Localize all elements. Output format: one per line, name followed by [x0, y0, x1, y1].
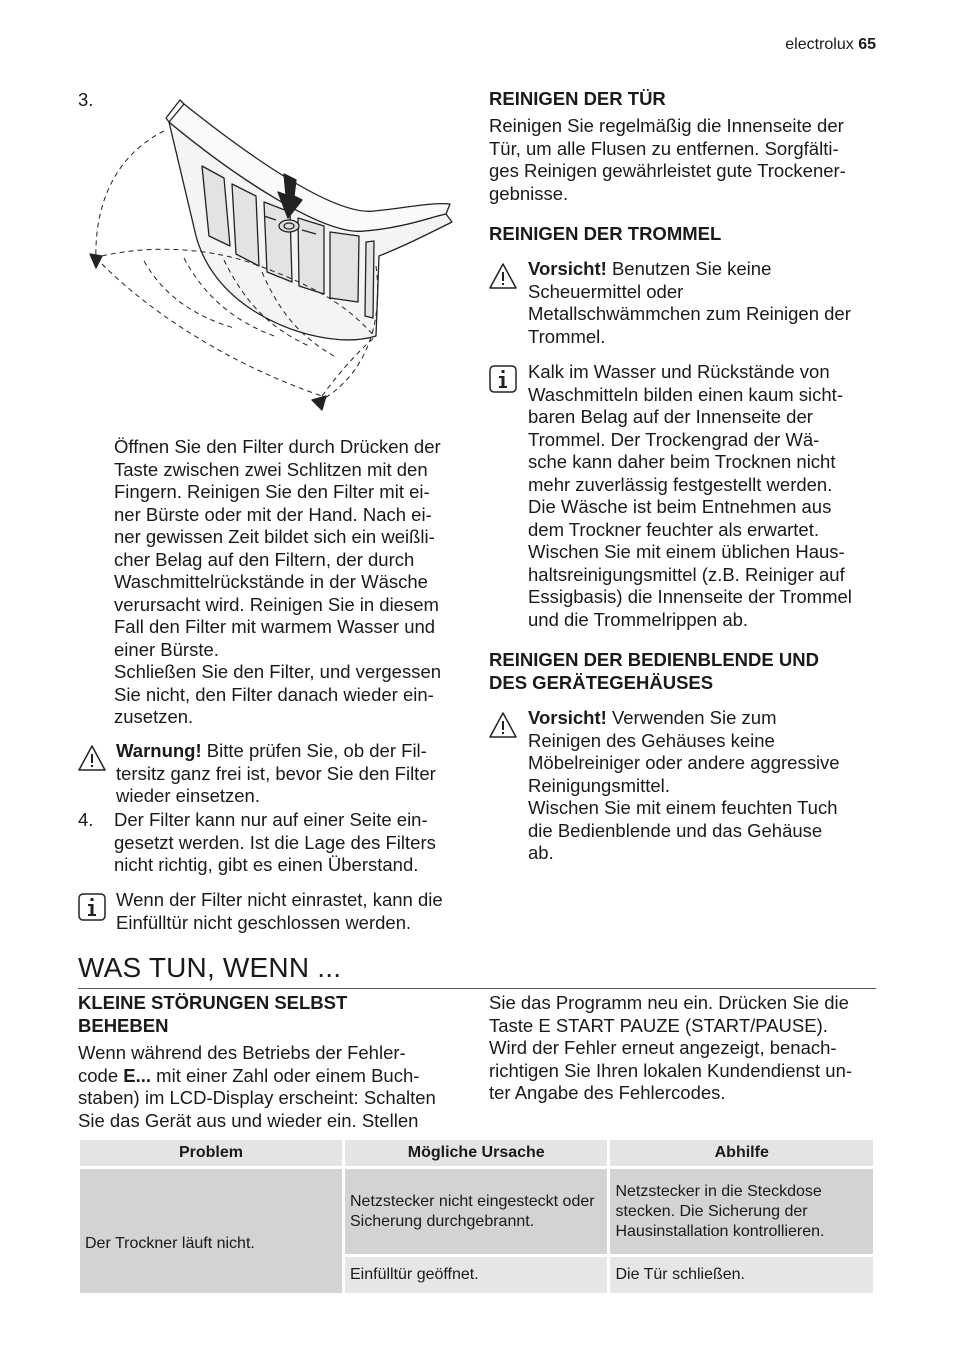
- caution-line: Scheuermittel oder: [528, 280, 684, 302]
- caution-label: Vorsicht!: [528, 707, 607, 728]
- caution-line: ab.: [528, 842, 554, 863]
- intro-line: Wird der Fehler erneut angezeigt, benach-: [489, 1037, 837, 1058]
- problem-cell: Der Trockner läuft nicht.: [80, 1169, 342, 1293]
- caution-label: Vorsicht!: [528, 258, 607, 279]
- step-4-text: [114, 809, 474, 877]
- troubleshooting-table: [77, 1140, 876, 1293]
- drum-info-line: sche kann daher beim Trocknen nicht: [528, 451, 836, 472]
- cause-cell: Netzstecker nicht eingesteckt oder Sicherung durchgebrannt.: [345, 1169, 607, 1254]
- info-note-filter: [116, 889, 476, 934]
- step-3-line: zusetzen.: [114, 706, 194, 727]
- drum-heading: REINIGEN DER TROMMEL: [489, 223, 722, 244]
- warning-line: tersitz ganz frei ist, bevor Sie den Filter: [116, 762, 436, 784]
- door-text: [489, 115, 879, 205]
- page-header: [785, 36, 876, 54]
- step-3-line: verursacht wird. Reinigen Sie in diesem: [114, 593, 439, 615]
- error-code: E...: [123, 1064, 152, 1086]
- caution-line: Reinigen des Gehäuses keine: [528, 729, 775, 751]
- info-icon: [78, 893, 106, 921]
- brand-name: electrolux: [785, 36, 854, 53]
- lint-filter-illustration: [84, 96, 464, 416]
- step-4-number: 4.: [78, 809, 94, 830]
- step-3-line: ner gewissen Zeit bildet sich ein weißli-: [114, 526, 435, 547]
- caution-line: Wischen Sie mit einem feuchten Tuch: [528, 797, 838, 818]
- step-3-line: Schließen Sie den Filter, und vergessen: [114, 661, 442, 682]
- troubleshoot-heading: [78, 992, 347, 1037]
- step-3-line: Waschmittelrückstände in der Wäsche: [114, 571, 428, 592]
- drum-info-line: Trommel. Der Trockengrad der Wä-: [528, 428, 820, 450]
- step-3-line: Öffnen Sie den Filter durch Drücken der: [114, 436, 441, 457]
- info-line: Wenn der Filter nicht einrastet, kann die: [116, 889, 443, 910]
- column-header-cause: Mögliche Ursache: [345, 1140, 607, 1169]
- troubleshoot-intro-right: [489, 992, 879, 1105]
- cause-cell: Einfülltür geöffnet.: [345, 1254, 607, 1293]
- door-line: Tür, um alle Flusen zu entfernen. Sorgfälti-: [489, 137, 839, 159]
- drum-info: [528, 361, 878, 631]
- drum-info-line: Essigbasis) die Innenseite der Trommel: [528, 586, 852, 607]
- step-3-line: Sie nicht, den Filter danach wieder ein-: [114, 683, 434, 705]
- drum-info-line: Die Wäsche ist beim Entnehmen aus: [528, 496, 832, 517]
- step-3-line: Fingern. Reinigen Sie den Filter mit ei-: [114, 481, 430, 502]
- panel-heading-line: DES GERÄTEGEHÄUSES: [489, 671, 714, 693]
- table-row: [80, 1169, 873, 1254]
- step-3-text: [114, 436, 474, 729]
- door-line: gebnisse.: [489, 182, 569, 204]
- step-3-line: Fall den Filter mit warmem Wasser und: [114, 616, 436, 637]
- caution-line: Reinigungsmittel.: [528, 774, 670, 796]
- info-line: Einfülltür nicht geschlossen werden.: [116, 911, 412, 933]
- troubleshoot-heading-line: BEHEBEN: [78, 1014, 169, 1036]
- caution-line: Benutzen Sie keine: [606, 258, 772, 279]
- step-3-number: 3.: [78, 89, 94, 110]
- intro-line: code: [78, 1064, 124, 1086]
- step-4-line: Der Filter kann nur auf einer Seite ein-: [114, 809, 428, 830]
- step-3-line: Taste zwischen zwei Schlitzen mit den: [114, 458, 428, 480]
- drum-info-line: Wischen Sie mit einem üblichen Haus-: [528, 541, 845, 562]
- caution-line: Verwenden Sie zum: [606, 707, 777, 728]
- door-line: Reinigen Sie regelmäßig die Innenseite der: [489, 115, 844, 136]
- page-number: 65: [858, 36, 876, 53]
- intro-line: Sie das Programm neu ein. Drücken Sie die: [489, 992, 849, 1013]
- caution-line: Trommel.: [528, 325, 606, 347]
- section-title: WAS TUN, WENN ...: [78, 952, 342, 983]
- remedy-cell: Netzstecker in die Steckdose stecken. Die Sicherung der Hausinstallation kontrollieren.: [610, 1169, 873, 1254]
- drum-info-line: mehr zuverlässig festgestellt werden.: [528, 473, 833, 495]
- info-icon: [489, 365, 517, 393]
- column-header-problem: Problem: [80, 1140, 342, 1169]
- drum-info-line: baren Belag auf der Innenseite der: [528, 406, 813, 427]
- column-header-remedy: Abhilfe: [610, 1140, 873, 1169]
- remedy-cell: Die Tür schließen.: [610, 1254, 873, 1293]
- step-4-line: gesetzt werden. Ist die Lage des Filters: [114, 831, 436, 853]
- drum-info-line: Waschmitteln bilden einen kaum sicht-: [528, 383, 843, 405]
- drum-info-line: Kalk im Wasser und Rückstände von: [528, 361, 830, 382]
- caution-line: die Bedienblende und das Gehäuse: [528, 819, 823, 841]
- drum-info-line: und die Trommelrippen ab.: [528, 608, 749, 630]
- drum-info-line: dem Trockner feuchter als erwartet.: [528, 518, 819, 540]
- drum-caution: [528, 258, 878, 348]
- warning-label: Warnung!: [116, 740, 202, 761]
- door-line: ges Reinigen gewährleistet gute Trockener-: [489, 160, 846, 181]
- table-header-row: [80, 1140, 873, 1169]
- warning-note: [116, 740, 476, 808]
- warning-line: Bitte prüfen Sie, ob der Fil-: [201, 740, 427, 761]
- caution-line: Möbelreiniger oder andere aggressive: [528, 752, 840, 773]
- caution-line: Metallschwämmchen zum Reinigen der: [528, 303, 851, 324]
- troubleshoot-heading-line: KLEINE STÖRUNGEN SELBST: [78, 992, 348, 1013]
- step-3-line: ner Bürste oder mit der Hand. Nach ei-: [114, 503, 432, 525]
- drum-info-line: haltsreinigungsmittel (z.B. Reiniger auf: [528, 563, 845, 585]
- caution-triangle-icon: [489, 711, 517, 739]
- caution-triangle-icon: [489, 262, 517, 290]
- panel-heading: [489, 649, 819, 694]
- intro-line: Wenn während des Betriebs der Fehler-: [78, 1042, 406, 1063]
- intro-line: Sie das Gerät aus und wieder ein. Stellen: [78, 1109, 419, 1131]
- intro-line: mit einer Zahl oder einem Buch-: [151, 1064, 420, 1086]
- intro-line: richtigen Sie Ihren lokalen Kundendienst un-: [489, 1059, 853, 1081]
- step-3-line: einer Bürste.: [114, 638, 219, 660]
- step-3-line: cher Belag auf den Filtern, der durch: [114, 548, 415, 570]
- door-heading: REINIGEN DER TÜR: [489, 88, 666, 109]
- warning-triangle-icon: [78, 744, 106, 772]
- section-divider: [78, 988, 876, 989]
- panel-caution: [528, 707, 878, 865]
- step-4-line: nicht richtig, gibt es einen Überstand.: [114, 854, 419, 875]
- intro-line: Taste E START PAUZE (START/PAUSE).: [489, 1014, 828, 1036]
- intro-line: ter Angabe des Fehlercodes.: [489, 1082, 726, 1103]
- warning-line: wieder einsetzen.: [116, 785, 260, 806]
- intro-line: staben) im LCD-Display erscheint: Schalten: [78, 1087, 436, 1108]
- troubleshoot-intro-left: [78, 1042, 473, 1132]
- panel-heading-line: REINIGEN DER BEDIENBLENDE UND: [489, 649, 819, 670]
